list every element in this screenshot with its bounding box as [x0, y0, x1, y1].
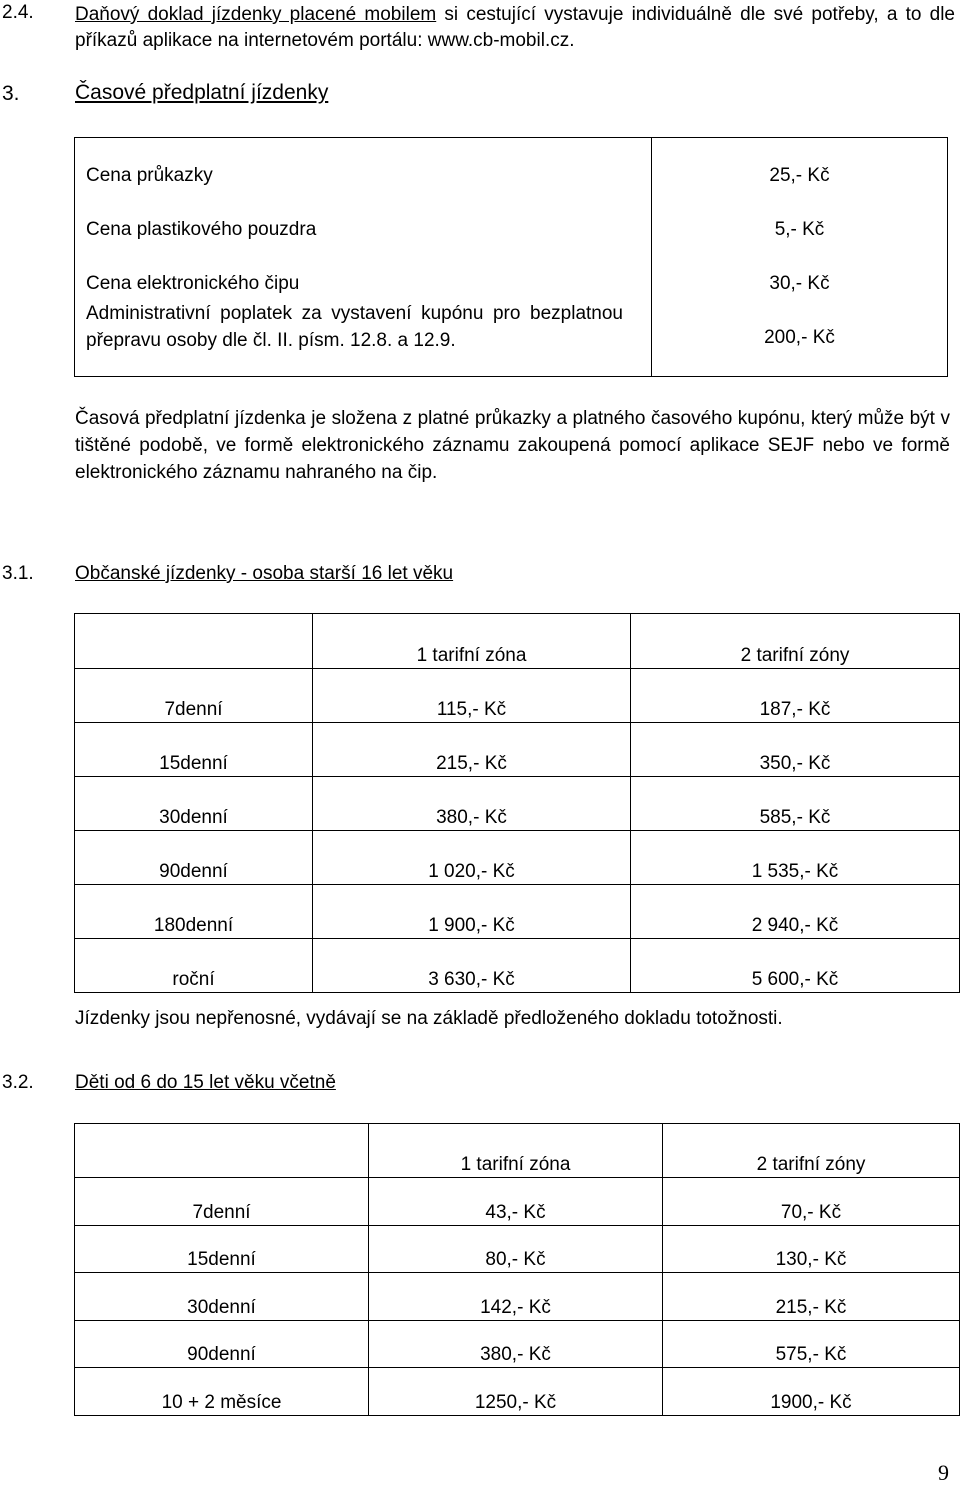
table-header-row	[75, 614, 960, 669]
fee-label: Cena plastikového pouzdra	[86, 219, 317, 240]
fee-label: Administrativní poplatek za vystavení kupónu pro bezplatnou přepravu osoby dle čl. II. písm. 12.8. a 12.9.	[86, 303, 623, 351]
table-cell: 215,- Kč	[663, 1273, 960, 1321]
table-cell: 575,- Kč	[663, 1320, 960, 1368]
table-cell: 1250,- Kč	[369, 1368, 663, 1416]
table-row	[75, 723, 960, 777]
table-header-row	[75, 1124, 960, 1178]
fee-values-cell	[652, 138, 948, 377]
table-cell: 380,- Kč	[313, 777, 631, 831]
table-header-cell: 1 tarifní zóna	[313, 614, 631, 669]
section-2-4-rest: si cestující vystavuje individuálně dle své potřeby, a to dle příkazů aplikace na internetovém portálu: www.cb-mobil.cz.	[75, 4, 955, 51]
section-number-3-2: 3.2.	[2, 1072, 34, 1093]
page-number: 9	[938, 1460, 949, 1485]
table-cell: 90denní	[75, 1320, 369, 1368]
table-cell: 180denní	[75, 885, 313, 939]
section-number-3: 3.	[2, 82, 20, 105]
table-cell: 15denní	[75, 1225, 369, 1273]
fee-value: 25,- Kč	[769, 165, 830, 186]
table-cell: 90denní	[75, 831, 313, 885]
table-cell: 7denní	[75, 669, 313, 723]
table-row	[75, 831, 960, 885]
table-row	[75, 1178, 960, 1226]
citizen-tickets-note: Jízdenky jsou nepřenosné, vydávají se na základě předloženého dokladu totožnosti.	[75, 1008, 783, 1029]
time-ticket-paragraph: Časová předplatní jízdenka je složena z platné průkazky a platného časového kupónu, který může být v tištěné podobě, ve formě elektronického záznamu zakoupená pomocí aplikace SEJF nebo ve formě elektronického záznamu nahraného na čip.	[75, 408, 950, 483]
children-tickets-table	[74, 1123, 960, 1416]
table-cell: 5 600,- Kč	[631, 939, 960, 993]
table-cell: 187,- Kč	[631, 669, 960, 723]
table-cell: 142,- Kč	[369, 1273, 663, 1321]
section-number-3-1: 3.1.	[2, 563, 34, 584]
table-cell: 1900,- Kč	[663, 1368, 960, 1416]
table-header-cell: 1 tarifní zóna	[369, 1124, 663, 1178]
table-cell: 350,- Kč	[631, 723, 960, 777]
table-header-cell	[75, 1124, 369, 1178]
section-3-title: Časové předplatní jízdenky	[75, 81, 329, 104]
fee-value: 30,- Kč	[769, 273, 830, 294]
table-cell: 3 630,- Kč	[313, 939, 631, 993]
table-cell: 80,- Kč	[369, 1225, 663, 1273]
table-cell: 1 900,- Kč	[313, 885, 631, 939]
table-row	[75, 1273, 960, 1321]
section-2-4-underlined: Daňový doklad jízdenky placené mobilem	[75, 4, 437, 25]
table-cell: 70,- Kč	[663, 1178, 960, 1226]
table-cell: 1 020,- Kč	[313, 831, 631, 885]
table-cell: 130,- Kč	[663, 1225, 960, 1273]
table-cell: 115,- Kč	[313, 669, 631, 723]
table-cell: 585,- Kč	[631, 777, 960, 831]
table-cell: 10 + 2 měsíce	[75, 1368, 369, 1416]
table-cell: 215,- Kč	[313, 723, 631, 777]
fee-table	[74, 137, 948, 377]
fee-label: Cena elektronického čipu	[86, 273, 300, 294]
table-row	[75, 939, 960, 993]
table-cell: 43,- Kč	[369, 1178, 663, 1226]
section-3-1-title: Občanské jízdenky - osoba starší 16 let věku	[75, 563, 454, 584]
fee-value: 5,- Kč	[774, 219, 825, 240]
fee-value: 200,- Kč	[764, 327, 835, 348]
table-cell: roční	[75, 939, 313, 993]
table-row	[75, 1368, 960, 1416]
table-cell: 7denní	[75, 1178, 369, 1226]
table-cell: 30denní	[75, 1273, 369, 1321]
table-cell: 380,- Kč	[369, 1320, 663, 1368]
table-cell: 15denní	[75, 723, 313, 777]
section-2-4-text	[75, 2, 955, 54]
citizen-tickets-table	[74, 613, 960, 993]
table-header-cell	[75, 614, 313, 669]
section-number-2-4: 2.4.	[2, 2, 34, 23]
table-cell: 1 535,- Kč	[631, 831, 960, 885]
table-row	[75, 885, 960, 939]
table-row	[75, 777, 960, 831]
section-3-2-title: Děti od 6 do 15 let věku včetně	[75, 1072, 336, 1093]
fee-label: Cena průkazky	[86, 165, 213, 186]
table-header-cell: 2 tarifní zóny	[631, 614, 960, 669]
fee-labels-cell	[75, 138, 652, 377]
table-row	[75, 1320, 960, 1368]
table-row	[75, 1225, 960, 1273]
table-row	[75, 669, 960, 723]
table-cell: 2 940,- Kč	[631, 885, 960, 939]
table-cell: 30denní	[75, 777, 313, 831]
table-header-cell: 2 tarifní zóny	[663, 1124, 960, 1178]
